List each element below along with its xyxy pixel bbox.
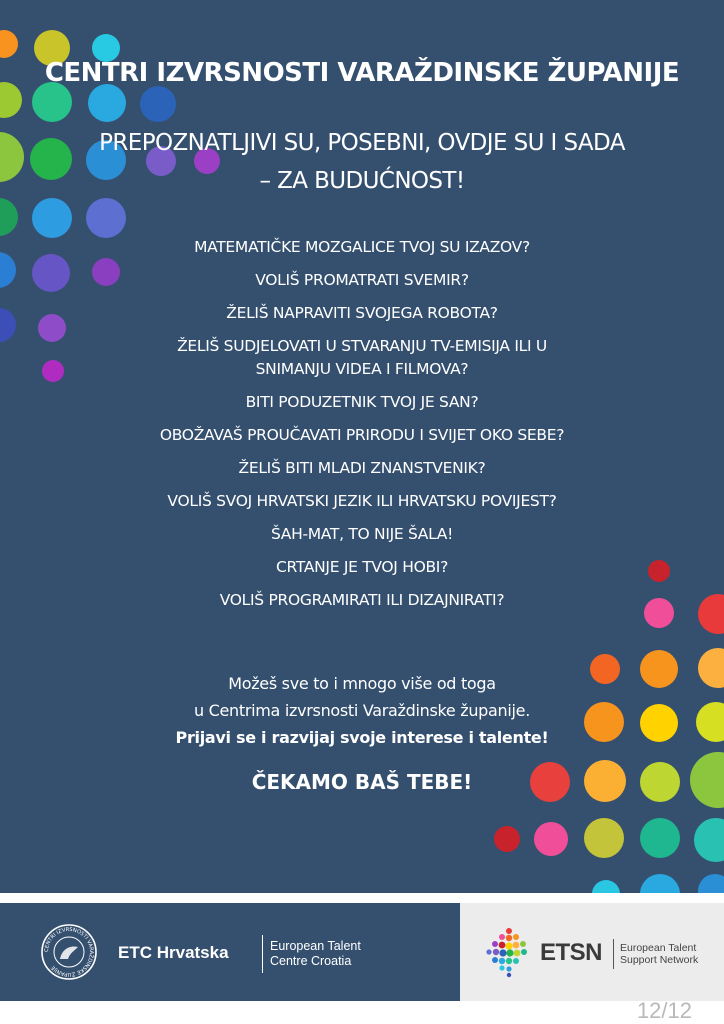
decor-dot [32,82,72,122]
etc-sub-line: European Talent [270,939,361,953]
closing-line: u Centrima izvrsnosti Varaždinske županije. [193,701,530,720]
subtitle-line: PREPOZNATLJIVI SU, POSEBNI, OVDJE SU I SADA [99,130,625,156]
decor-dot [648,560,670,582]
decor-dot [640,874,680,893]
decor-dot [494,826,520,852]
etsn-subtitle [620,942,698,966]
decor-dot [592,880,620,893]
decor-dot [88,84,126,122]
etsn-divider [613,939,614,969]
decor-dot [86,198,126,238]
closing-line: Možeš sve to i mnogo više od toga [228,674,496,693]
call-to-action: ČEKAMO BAŠ TEBE! [251,770,473,794]
etsn-banner [460,903,724,1001]
poster-title: CENTRI IZVRSNOSTI VARAŽDINSKE ŽUPANIJE [44,58,680,88]
closing-text [0,670,724,751]
decor-dot [698,874,724,893]
question-item: VOLIŠ SVOJ HRVATSKI JEZIK ILI HRVATSKU POVIJEST? [167,492,557,510]
question-item: OBOŽAVAŠ PROUČAVATI PRIRODU I SVIJET OKO SEBE? [159,426,565,444]
etc-banner [0,903,460,1001]
decor-dot [0,198,18,236]
decor-dot [0,252,16,288]
question-item [90,335,634,381]
etsn-logo-icon [482,925,536,979]
decor-dot [38,314,66,342]
decor-dot [698,594,724,634]
page-number: 12/12 [636,998,692,1023]
decor-dot [584,818,624,858]
decor-dot [0,30,18,58]
decor-dot [0,132,24,182]
etsn-name: ETSN [540,939,603,966]
question-item: MATEMATIČKE MOZGALICE TVOJ SU IZAZOV? [194,238,530,256]
question-item: VOLIŠ PROMATRATI SVEMIR? [255,271,469,289]
decor-dot [32,254,70,292]
question-item: BITI PODUZETNIK TVOJ JE SAN? [245,393,479,411]
etc-subtitle [270,939,361,969]
etsn-sub-line: European Talent [620,942,697,954]
decor-dot [42,360,64,382]
footer [0,893,724,1009]
etsn-sub-line: Support Network [620,954,699,966]
decor-dot [640,818,680,858]
decor-dot [694,818,724,862]
question-item: ŽELIŠ NAPRAVITI SVOJEGA ROBOTA? [226,304,498,322]
question-item: ŠAH-MAT, TO NIJE ŠALA! [270,525,454,543]
question-item: CRTANJE JE TVOJ HOBI? [276,558,448,576]
question-line: ŽELIŠ SUDJELOVATI U STVARANJU TV-EMISIJA ILI U [177,337,547,355]
decor-dot [30,138,72,180]
etc-name: ETC Hrvatska [118,943,229,962]
subtitle-line: – ZA BUDUĆNOST! [259,168,465,194]
decor-dot [534,822,568,856]
etc-divider [262,935,263,973]
etc-sub-line: Centre Croatia [270,954,352,968]
decor-dot [0,308,16,342]
closing-line-bold: Prijavi se i razvijaj svoje interese i talente! [175,728,549,747]
decor-dot [140,86,176,122]
question-list [90,236,634,622]
question-item: VOLIŠ PROGRAMIRATI ILI DIZAJNIRATI? [219,591,505,609]
question-line: SNIMANJU VIDEA I FILMOVA? [255,360,469,378]
decor-dot [644,598,674,628]
seal-icon [40,923,98,981]
seal-text: CENTRI IZVRSNOSTI VARAŽDINSKE ŽUPANIJE [43,926,95,978]
question-item: ŽELIŠ BITI MLADI ZNANSTVENIK? [238,459,486,477]
poster-subtitle [80,124,644,200]
decor-dot [32,198,72,238]
